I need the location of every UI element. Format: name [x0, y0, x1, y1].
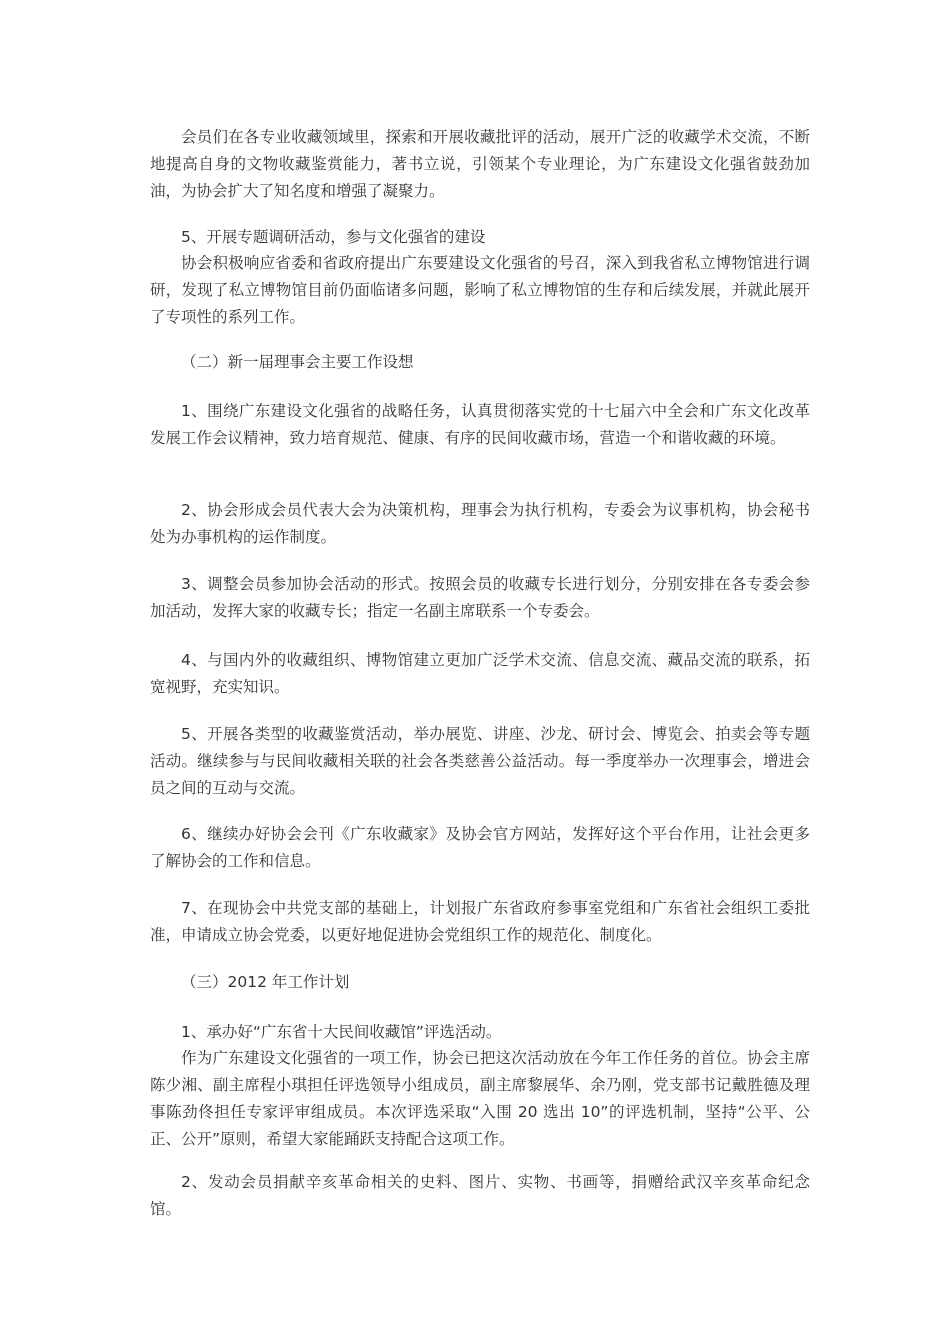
paragraph-plan-6: 6、继续办好协会会刊《广东收藏家》及协会官方网站，发挥好这个平台作用，让社会更多了解协会的工作和信息。 [150, 825, 810, 870]
paragraph-plan-5: 5、开展各类型的收藏鉴赏活动，举办展览、讲座、沙龙、研讨会、博览会、拍卖会等专题活动。继续参与与民间收藏相关联的社会各类慈善公益活动。每一季度举办一次理事会，增进会员之间的互动与交流。 [150, 725, 810, 797]
section-heading-2: （二）新一届理事会主要工作设想 [181, 353, 414, 371]
paragraph-donation: 2、发动会员捐献辛亥革命相关的史料、图片、实物、书画等，捐赠给武汉辛亥革命纪念馆。 [150, 1173, 810, 1218]
paragraph-plan-7: 7、在现协会中共党支部的基础上，计划报广东省政府参事室党组和广东省社会组织工委批准，申请成立协会党委，以更好地促进协会党组织工作的规范化、制度化。 [150, 899, 810, 944]
section-heading-3: （三）2012 年工作计划 [181, 973, 350, 991]
paragraph-plan-2: 2、协会形成会员代表大会为决策机构，理事会为执行机构，专委会为议事机构，协会秘书处为办事机构的运作制度。 [150, 501, 810, 546]
paragraph-research-museums: 协会积极响应省委和省政府提出广东要建设文化强省的号召，深入到我省私立博物馆进行调研，发现了私立博物馆目前仍面临诸多问题，影响了私立博物馆的生存和后续发展，并就此展开了专项性的系列工作。 [150, 254, 810, 326]
paragraph-member-activities: 会员们在各专业收藏领域里，探索和开展收藏批评的活动，展开广泛的收藏学术交流，不断地提高自身的文物收藏鉴赏能力，著书立说，引领某个专业理论，为广东建设文化强省鼓劲加油，为协会扩大了知名度和增强了凝聚力。 [150, 128, 810, 200]
paragraph-selection-detail: 作为广东建设文化强省的一项工作，协会已把这次活动放在今年工作任务的首位。协会主席陈少湘、副主席程小琪担任评选领导小组成员，副主席黎展华、余乃刚，党支部书记戴胜德及理事陈劲佟担任专家评审组成员。本次评选采取“入围 20 选出 10”的评选机制，坚持“公平、公正、公开”原则，希望大家能踊跃支持配合这项工作。 [150, 1049, 810, 1148]
paragraph-plan-4: 4、与国内外的收藏组织、博物馆建立更加广泛学术交流、信息交流、藏品交流的联系，拓宽视野，充实知识。 [150, 651, 810, 696]
paragraph-plan-1: 1、围绕广东建设文化强省的战略任务，认真贯彻落实党的十七届六中全会和广东文化改革发展工作会议精神，致力培育规范、健康、有序的民间收藏市场，营造一个和谐收藏的环境。 [150, 402, 810, 447]
section-item-1-selection: 1、承办好“广东省十大民间收藏馆”评选活动。 [181, 1023, 502, 1041]
section-item-5-research: 5、开展专题调研活动，参与文化强省的建设 [181, 228, 486, 246]
paragraph-plan-3: 3、调整会员参加协会活动的形式。按照会员的收藏专长进行划分，分别安排在各专委会参加活动，发挥大家的收藏专长；指定一名副主席联系一个专委会。 [150, 575, 810, 620]
